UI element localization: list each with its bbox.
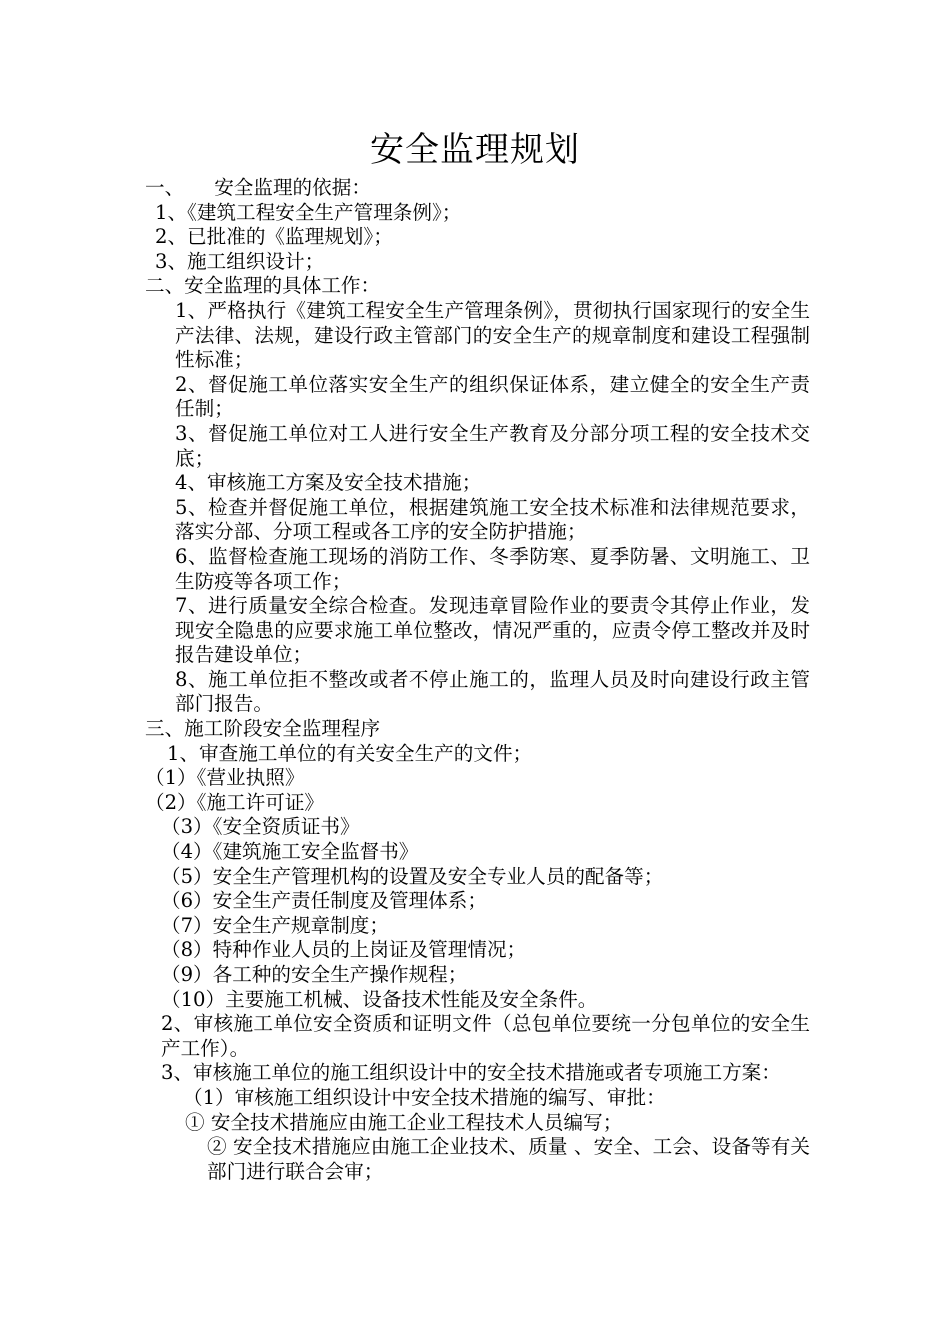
line-text: 3、督促施工单位对工人进行安全生产教育及分部分项工程的安全技术交底； bbox=[175, 421, 810, 470]
line-text: 一、 bbox=[145, 176, 185, 199]
paragraph-line bbox=[145, 176, 810, 201]
line-text: （3）《安全资质证书》 bbox=[161, 815, 360, 839]
line-text: 7、进行质量安全综合检查。发现违章冒险作业的要责令其停止作业，发现安全隐患的应要求施工单位整改，情况严重的，应责令停工整改并及时报告建设单位； bbox=[175, 594, 810, 667]
line-text: 1、严格执行《建筑工程安全生产管理条例》，贯彻执行国家现行的安全生产法律、法规，建设行政主管部门的安全生产的规章制度和建设工程强制性标准； bbox=[175, 298, 810, 372]
paragraph-line bbox=[145, 717, 810, 742]
line-text: （7）安全生产规章制度； bbox=[161, 913, 389, 937]
line-text: 8、施工单位拒不整改或者不停止施工的，监理人员及时向建设行政主管部门报告。 bbox=[175, 667, 810, 716]
document-body bbox=[145, 176, 810, 1184]
paragraph-line bbox=[145, 496, 810, 545]
line-text: 2、审核施工单位安全资质和证明文件（总包单位要统一分包单位的安全生产工作）。 bbox=[161, 1012, 810, 1060]
paragraph-line bbox=[145, 914, 810, 939]
paragraph-line bbox=[145, 201, 810, 226]
paragraph-line bbox=[145, 1086, 810, 1111]
line-text: 2、督促施工单位落实安全生产的组织保证体系，建立健全的安全生产责任制； bbox=[175, 372, 810, 421]
paragraph-line bbox=[145, 889, 810, 914]
paragraph-line bbox=[145, 938, 810, 963]
line-text: 二、安全监理的具体工作： bbox=[145, 274, 381, 298]
line-text: 1、审查施工单位的有关安全生产的文件； bbox=[167, 741, 533, 765]
paragraph-line bbox=[145, 299, 810, 373]
page-title: 安全监理规划 bbox=[370, 130, 580, 170]
paragraph-line bbox=[145, 250, 810, 275]
line-text: 2、已批准的《监理规划》； bbox=[155, 225, 393, 249]
paragraph-line bbox=[145, 471, 810, 496]
paragraph-line bbox=[145, 1061, 810, 1086]
paragraph-line bbox=[145, 274, 810, 299]
line-text: ① 安全技术措施应由施工企业工程技术人员编写； bbox=[185, 1110, 623, 1134]
paragraph-line bbox=[145, 422, 810, 471]
paragraph-line bbox=[145, 1111, 810, 1136]
line-text-continued: 安全监理的依据： bbox=[214, 176, 371, 199]
paragraph-line bbox=[145, 766, 810, 791]
paragraph-line bbox=[145, 225, 810, 250]
paragraph-line bbox=[145, 742, 810, 767]
line-text: （5）安全生产管理机构的设置及安全专业人员的配备等； bbox=[161, 864, 664, 888]
paragraph-line bbox=[145, 594, 810, 668]
paragraph-line bbox=[145, 865, 810, 890]
line-text: （1）《营业执照》 bbox=[145, 766, 305, 790]
paragraph-line bbox=[145, 791, 810, 816]
paragraph-line bbox=[145, 373, 810, 422]
line-text: （1）审核施工组织设计中安全技术措施的编写、审批： bbox=[183, 1085, 666, 1109]
paragraph-line bbox=[145, 545, 810, 594]
line-text: 3、审核施工单位的施工组织设计中的安全技术措施或者专项施工方案： bbox=[161, 1061, 781, 1085]
paragraph-line bbox=[145, 1135, 810, 1184]
line-text: （2）《施工许可证》 bbox=[145, 790, 325, 814]
line-text: 6、监督检查施工现场的消防工作、冬季防寒、夏季防暑、文明施工、卫生防疫等各项工作； bbox=[175, 544, 810, 593]
paragraph-line bbox=[145, 815, 810, 840]
paragraph-line bbox=[145, 963, 810, 988]
line-text: 4、审核施工方案及安全技术措施； bbox=[175, 471, 482, 495]
line-text: （4）《建筑施工安全监督书》 bbox=[161, 840, 419, 864]
line-text: （6）安全生产责任制度及管理体系； bbox=[161, 889, 487, 913]
paragraph-line bbox=[145, 988, 810, 1013]
paragraph-line bbox=[145, 1012, 810, 1061]
line-text: ② 安全技术措施应由施工企业技术、质量 、安全、工会、设备等有关部门进行联合会审； bbox=[207, 1135, 810, 1183]
line-text: （8）特种作业人员的上岗证及管理情况； bbox=[161, 938, 527, 962]
line-text: 三、施工阶段安全监理程序 bbox=[145, 717, 381, 741]
line-text: 1、《建筑工程安全生产管理条例》； bbox=[155, 200, 462, 224]
line-text: （10）主要施工机械、设备技术性能及安全条件。 bbox=[161, 987, 598, 1011]
line-text: 5、检查并督促施工单位，根据建筑施工安全技术标准和法律规范要求，落实分部、分项工程或各工序的安全防护措施； bbox=[175, 495, 810, 544]
paragraph-line bbox=[145, 840, 810, 865]
line-text: 3、施工组织设计； bbox=[155, 249, 325, 273]
paragraph-line bbox=[145, 668, 810, 717]
line-text: （9）各工种的安全生产操作规程； bbox=[161, 963, 468, 986]
